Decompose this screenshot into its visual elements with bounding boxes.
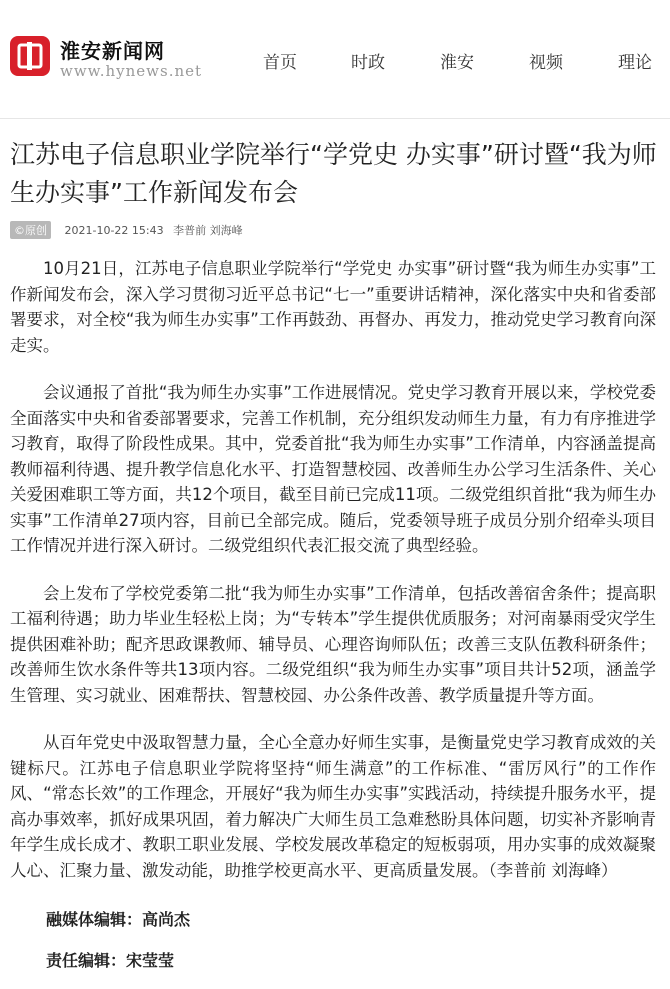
publish-datetime: 2021-10-22 15:43: [64, 223, 164, 237]
nav-item-huaian[interactable]: 淮安: [440, 53, 474, 73]
nav-item-home[interactable]: 首页: [263, 53, 297, 73]
chief-editor: 责任编辑：宋莹莹: [46, 951, 175, 970]
article-paragraph: 会议通报了首批“我为师生办实事”工作进展情况。党史学习教育开展以来，学校党委全面落实中央和省委部署要求，完善工作机制，充分组织发动师生力量，有力有序推进学习教育，取得了阶段性成果。其中，党委首批“我为师生办实事”工作清单，内容涵盖提高教师福利待遇、提升教学信息化水平、打造智慧校园、改善师生办公学习生活条件、关心关爱困难职工等方面，共12个项目，截至目前已完成11项。二级党组织首批“我为师生办实事”工作清单27项内容，目前已全部完成。随后，党委领导班子成员分别介绍牵头项目工作情况并进行深入研讨。二级党组织代表汇报交流了典型经验。: [10, 383, 656, 555]
main-nav: [0, 48, 670, 72]
article-paragraph: 10月21日，江苏电子信息职业学院举行“学党史 办实事”研讨暨“我为师生办实事”工作新闻发布会，深入学习贯彻习近平总书记“七一”重要讲话精神，深化落实中央和省委部署要求，对全校“我为师生办实事”工作再鼓劲、再督办、再发力，推动党史学习教育向深走实。: [10, 259, 656, 355]
article-title: 江苏电子信息职业学院举行“学党史 办实事”研讨暨“我为师生办实事”工作新闻发布会: [10, 140, 657, 207]
site-name[interactable]: 淮安新闻网: [60, 39, 165, 63]
article-paragraph: 从百年党史中汲取智慧力量，全心全意办好师生实事，是衡量党史学习教育成效的关键标尺。江苏电子信息职业学院将坚持“师生满意”的工作标准、“雷厉风行”的工作作风、“常态长效”的工作理念，开展好“我为师生办实事”实践活动，持续提升服务水平，提高办事效率，抓好成果巩固，着力解决广大师生员工急难愁盼具体问题，切实补齐影响青年学生成长成才、教职工职业发展、学校发展改革稳定的短板弱项，用办实事的成效凝聚人心、汇聚力量、激发动能，助推学校更高水平、更高质量发展。（李普前 刘海峰）: [10, 733, 656, 880]
nav-item-politics[interactable]: 时政: [351, 53, 385, 73]
article-paragraph: 会上发布了学校党委第二批“我为师生办实事”工作清单，包括改善宿舍条件；提高职工福利待遇；助力毕业生轻松上岗；为“专转本”学生提供优质服务；对河南暴雨受灾学生提供困难补助；配齐思政课教师、辅导员、心理咨询师队伍；改善三支队伍教科研条件；改善师生饮水条件等共13项内容。二级党组织“我为师生办实事”项目共计52项，涵盖学生管理、实习就业、困难帮扶、智慧校园、办公条件改善、教学质量提升等方面。: [10, 583, 656, 705]
nav-item-theory[interactable]: 理论: [618, 53, 652, 73]
original-badge: ©原创: [10, 221, 51, 239]
media-editor: 融媒体编辑：高尚杰: [46, 910, 191, 929]
site-header: [0, 0, 670, 119]
nav-item-video[interactable]: 视频: [529, 53, 563, 73]
article-authors: 李普前 刘海峰: [173, 224, 243, 237]
article-body: [10, 256, 656, 905]
site-url: www.hynews.net: [60, 62, 203, 80]
article-meta: [10, 221, 249, 239]
